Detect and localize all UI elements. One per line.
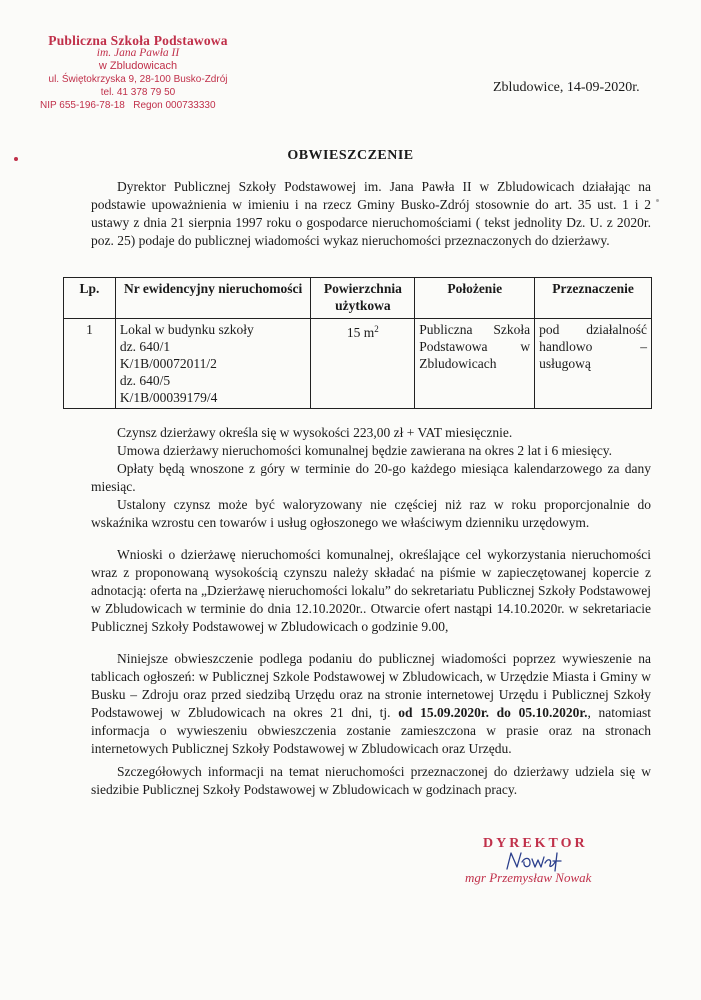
- document-date: Zbludowice, 14-09-2020r.: [493, 80, 640, 95]
- director-title: DYREKTOR: [483, 836, 588, 851]
- cell-purpose: pod działalność handlowo – usługową: [535, 319, 652, 409]
- intro-paragraph: [91, 178, 651, 250]
- cell-lp: 1: [64, 319, 116, 409]
- terms-rent: Czynsz dzierżawy określa się w wysokości 223,00 zł + VAT miesięcznie.: [117, 425, 513, 440]
- cell-area-value: 15 m: [346, 325, 375, 340]
- stamp-address: ul. Świętokrzyska 9, 28-100 Busko-Zdrój: [48, 74, 228, 85]
- table-row: [64, 319, 652, 409]
- stamp-patron: im. Jana Pawła II: [96, 47, 180, 59]
- col-header-purpose: Przeznaczenie: [535, 278, 652, 319]
- property-table: [63, 277, 652, 409]
- school-stamp: [38, 34, 238, 112]
- applications-text: Wnioski o dzierżawę nieruchomości komunalnej, określające cel wykorzystania nieruchomości wraz z proponowaną wysokością czynszu należy składać na piśmie w zapieczętowanej kopercie z adnotacją: oferta na „Dzierżawę nieruchomości lokalu” do sekretariatu Publicznej Szkoły Podstawowej w Zbludowicach w terminie do dnia 12.10.2020r.. Otwarcie ofert nastąpi 14.10.2020r. w sekretariacie Publicznej Szkoły Podstawowej w Zbludowicach o godzinie 9.00,: [91, 547, 651, 634]
- stamp-place: w Zbludowicach: [98, 60, 178, 72]
- document-title: OBWIESZCZENIE: [287, 148, 414, 163]
- publication-text: [91, 650, 651, 758]
- applications-paragraph: [91, 546, 651, 636]
- col-header-area: Powierzchnia użytkowa: [311, 278, 415, 319]
- cell-nr-line: K/1B/00072011/2: [119, 356, 217, 371]
- info-paragraph: [91, 763, 651, 799]
- publication-text-after: , natomiast informacja o wywieszeniu obwieszczenia zostanie zamieszczona w prasie oraz na stronach internetowych Publicznej Szkoły Podstawowej w Zbludowicach oraz Urzędu.: [91, 705, 651, 756]
- col-header-nr: Nr ewidencyjny nieruchomości: [115, 278, 311, 319]
- scan-speck: [14, 157, 18, 161]
- terms-section: [91, 424, 651, 532]
- info-text: Szczegółowych informacji na temat nieruchomości przeznaczonej do dzierżawy udziela się w siedzibie Publicznej Szkoły Podstawowej w Zbludowicach w godzinach pracy.: [91, 764, 651, 797]
- stamp-ids: [38, 99, 238, 112]
- publication-dates: od 15.09.2020r. do 05.10.2020r.: [398, 705, 588, 720]
- cell-area: [311, 319, 415, 409]
- terms-payment: Opłaty będą wnoszone z góry w terminie do 20-go każdego miesiąca kalendarzowego za dany miesiąc.: [91, 461, 651, 494]
- cell-location: Publiczna Szkoła Podstawowa w Zbludowicach: [415, 319, 535, 409]
- scan-speck: [656, 199, 659, 202]
- stamp-nip: NIP 655-196-78-18: [40, 100, 125, 111]
- cell-nr-line: dz. 640/5: [119, 373, 171, 388]
- cell-nr-line: Lokal w budynku szkoły: [119, 322, 254, 337]
- cell-area-unit-exponent: 2: [374, 324, 379, 334]
- intro-text: Dyrektor Publicznej Szkoły Podstawowej im. Jana Pawła II w Zbludowicach działając na podstawie upoważnienia w imieniu i na rzecz Gminy Busko-Zdrój stosownie do art. 35 ust. 1 i 2 ustawy z dnia 21 sierpnia 1997 roku o gospodarce nieruchomościami ( tekst jednolity Dz. U. z 2020r. poz. 25) podaje do publicznej wiadomości wykaz nieruchomości przeznaczonych do dzierżawy.: [91, 179, 651, 248]
- terms-lease: Umowa dzierżawy nieruchomości komunalnej będzie zawierana na okres 2 lat i 6 miesięcy.: [117, 443, 613, 458]
- terms-indexation: Ustalony czynsz może być waloryzowany nie częściej niż raz w roku proporcjonalnie do wskaźnika wzrostu cen towarów i usług ogłoszonego we właściwym dzienniku urzędowym.: [91, 497, 651, 530]
- stamp-regon: Regon 000733330: [133, 100, 216, 111]
- director-name: mgr Przemysław Nowak: [465, 870, 592, 885]
- col-header-lp: Lp.: [64, 278, 116, 319]
- stamp-phone: tel. 41 378 79 50: [100, 87, 176, 98]
- stamp-school-name: Publiczna Szkoła Podstawowa: [48, 33, 228, 48]
- cell-nr-line: K/1B/00039179/4: [119, 390, 218, 405]
- publication-text-before: Niniejsze obwieszczenie podlega podaniu do publicznej wiadomości poprzez wywieszenie na tablicach ogłoszeń: w Publicznej Szkole Podstawowej w Zbludowicach, w Urzędzie Miasta i Gminy w Busku – Zdroju oraz przed siedzibą Urzędu oraz na stronie internetowej Urzędu i Publicznej Szkoły Podstawowej w Zbludowicach na okres 21 dni, tj.: [91, 651, 651, 720]
- col-header-location: Położenie: [415, 278, 535, 319]
- table-header-row: [64, 278, 652, 319]
- publication-paragraph: [91, 650, 651, 758]
- cell-nr: [115, 319, 311, 409]
- cell-nr-line: dz. 640/1: [119, 339, 171, 354]
